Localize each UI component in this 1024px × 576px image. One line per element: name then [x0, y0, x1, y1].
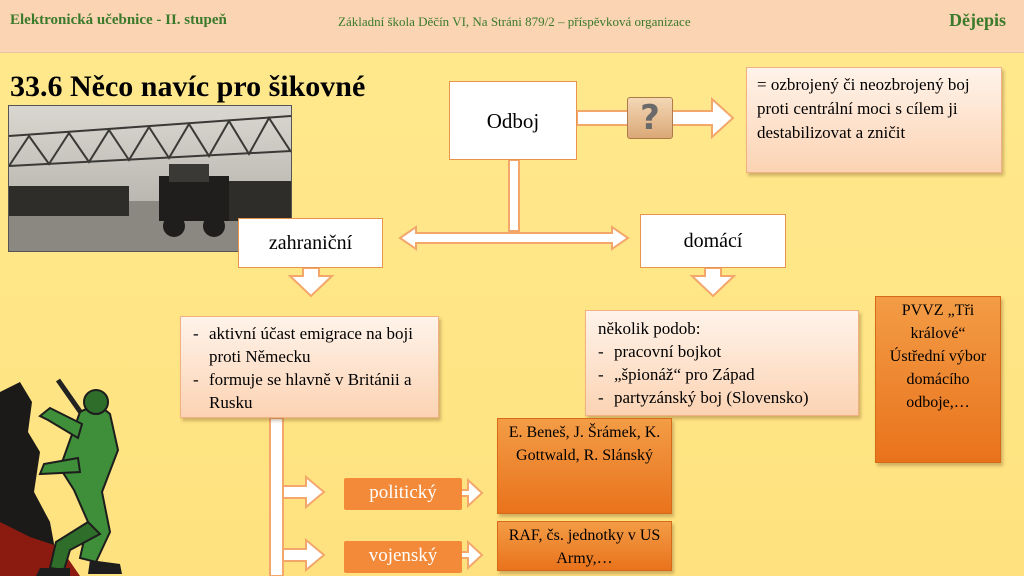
- connector-vertical: [509, 160, 519, 231]
- domestic-item: - partyzánský boj (Slovensko): [592, 386, 852, 409]
- branch-domestic: domácí: [640, 214, 786, 268]
- arrow-military-to-units: [461, 542, 482, 568]
- pvvz-box: PVVZ „Tři králové“ Ústřední výbor domácího odboje,…: [875, 296, 1001, 463]
- header-textbook-title: Elektronická učebnice - II. stupeň: [10, 12, 227, 28]
- definition-box: = ozbrojený či neozbrojený boj proti centrální moci s cílem ji destabilizovat a zničit: [746, 67, 1002, 173]
- military-label: vojenský: [344, 541, 462, 573]
- soldier-climbing-clipart: [0, 372, 150, 576]
- military-units-box: RAF, čs. jednotky v US Army,…: [497, 521, 672, 571]
- question-mark-icon: ?: [627, 97, 673, 139]
- foreign-details-box: [180, 316, 439, 418]
- slide-title: 33.6 Něco navíc pro šikovné: [10, 70, 366, 103]
- domestic-item: - „špionáž“ pro Západ: [592, 363, 852, 386]
- header-school-name: Základní škola Děčín VI, Na Stráni 879/2 – příspěvková organizace: [338, 14, 691, 29]
- domestic-details-box: [585, 310, 859, 416]
- arrow-down-foreign: [290, 268, 332, 296]
- header-subject: Dějepis: [949, 10, 1006, 30]
- domestic-item: - pracovní bojkot: [592, 340, 852, 363]
- arrow-down-domestic: [692, 268, 734, 296]
- arrow-to-political: [283, 477, 324, 507]
- domestic-intro: několik podob:: [598, 319, 701, 338]
- root-node-odboj: Odboj: [449, 81, 577, 160]
- foreign-item: - aktivní účast emigrace na boji proti Německu: [187, 322, 432, 368]
- political-names-box: E. Beneš, J. Šrámek, K. Gottwald, R. Slánský: [497, 418, 672, 514]
- political-label: politický: [344, 478, 462, 510]
- arrow-political-to-names: [461, 480, 482, 506]
- connector-foreign-vertical: [270, 418, 283, 576]
- foreign-item: - formuje se hlavně v Británii a Rusku: [187, 368, 432, 414]
- branch-foreign: zahraniční: [238, 218, 383, 268]
- arrow-to-military: [283, 540, 324, 570]
